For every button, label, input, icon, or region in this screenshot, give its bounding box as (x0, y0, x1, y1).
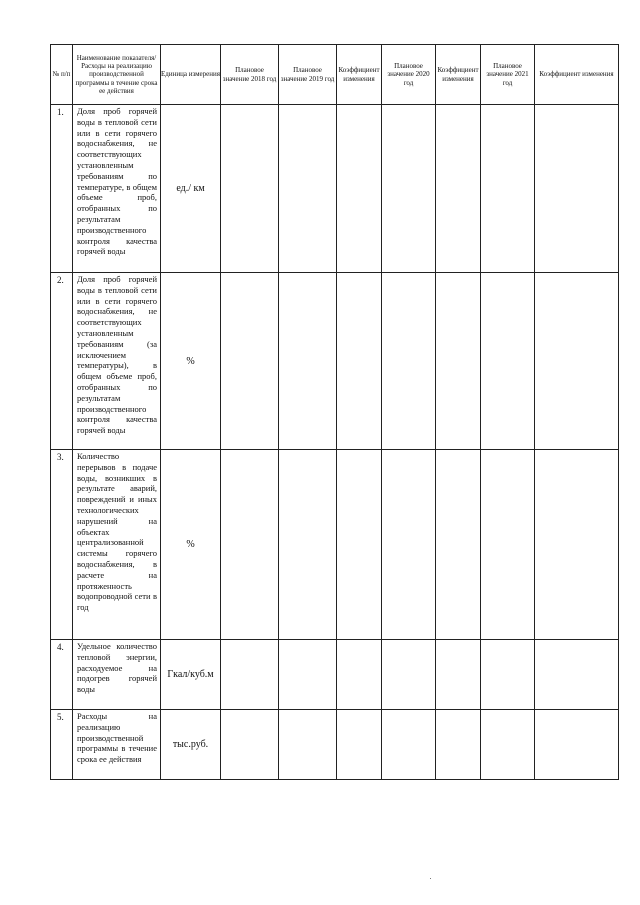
value-cell (382, 273, 436, 450)
table-row (51, 710, 619, 780)
row-number: 1. (51, 105, 73, 273)
value-cell (221, 450, 279, 640)
value-cell (337, 710, 382, 780)
indicator-name: Доля проб горячей воды в тепловой сети или в сети горячего водоснабжения, не соответствующих установленным требованиям (за исключением температуры), в общем объеме проб, отобранных по результатам производственного контроля качества горячей воды (73, 273, 161, 450)
value-cell (436, 710, 481, 780)
row-number: 5. (51, 710, 73, 780)
indicator-name: Удельное количество тепловой энергии, расходуемое на подогрев горячей воды (73, 640, 161, 710)
value-cell (279, 273, 337, 450)
value-cell (337, 640, 382, 710)
value-cell (481, 710, 535, 780)
value-cell (481, 640, 535, 710)
unit-cell: ед./ км (161, 105, 221, 273)
value-cell (221, 710, 279, 780)
table-row (51, 450, 619, 640)
header-plan-2021: Плановое значение 2021 год (481, 45, 535, 105)
unit-cell: % (161, 273, 221, 450)
value-cell (279, 450, 337, 640)
header-coef-2: Коэффициент изменения (436, 45, 481, 105)
value-cell (382, 105, 436, 273)
unit-cell: тыс.руб. (161, 710, 221, 780)
value-cell (279, 640, 337, 710)
value-cell (535, 105, 619, 273)
indicator-name: Расходы на реализацию производственной программы в течение срока ее действия (73, 710, 161, 780)
value-cell (535, 450, 619, 640)
table-row (51, 640, 619, 710)
indicators-table (50, 44, 619, 780)
indicator-name: Количество перерывов в подаче воды, возникших в результате аварий, повреждений и иных технологических нарушений на объектах централизованной системы горячего водоснабжения, в расчете на протяженность водопроводной сети в год (73, 450, 161, 640)
header-plan-2018: Плановое значение 2018 год (221, 45, 279, 105)
header-unit: Единица измерения (161, 45, 221, 105)
value-cell (337, 273, 382, 450)
header-plan-2019: Плановое значение 2019 год (279, 45, 337, 105)
value-cell (436, 105, 481, 273)
value-cell (481, 273, 535, 450)
row-number: 2. (51, 273, 73, 450)
scan-speck (430, 878, 431, 879)
header-number: № п/п (51, 45, 73, 105)
indicator-name: Доля проб горячей воды в тепловой сети или в сети горячего водоснабжения, не соответствующих установленным требованиям по температуре, в общем объеме проб, отобранных по результатам производственного контроля качества горячей воды (73, 105, 161, 273)
header-coef-1: Коэффициент изменения (337, 45, 382, 105)
value-cell (436, 450, 481, 640)
value-cell (382, 710, 436, 780)
row-number: 3. (51, 450, 73, 640)
unit-cell: % (161, 450, 221, 640)
unit-cell: Гкал/куб.м (161, 640, 221, 710)
header-row (51, 45, 619, 105)
value-cell (382, 640, 436, 710)
value-cell (337, 450, 382, 640)
value-cell (535, 273, 619, 450)
value-cell (481, 450, 535, 640)
value-cell (436, 273, 481, 450)
header-indicator-name: Наименование показателя/Расходы на реализацию производственной программы в течение срока ее действия (73, 45, 161, 105)
header-plan-2020: Плановое значение 2020 год (382, 45, 436, 105)
row-number: 4. (51, 640, 73, 710)
header-coef-3: Коэффициент изменения (535, 45, 619, 105)
value-cell (382, 450, 436, 640)
value-cell (337, 105, 382, 273)
value-cell (535, 710, 619, 780)
value-cell (436, 640, 481, 710)
value-cell (279, 105, 337, 273)
value-cell (221, 640, 279, 710)
value-cell (221, 105, 279, 273)
value-cell (481, 105, 535, 273)
value-cell (279, 710, 337, 780)
table-row (51, 105, 619, 273)
value-cell (535, 640, 619, 710)
value-cell (221, 273, 279, 450)
table-row (51, 273, 619, 450)
